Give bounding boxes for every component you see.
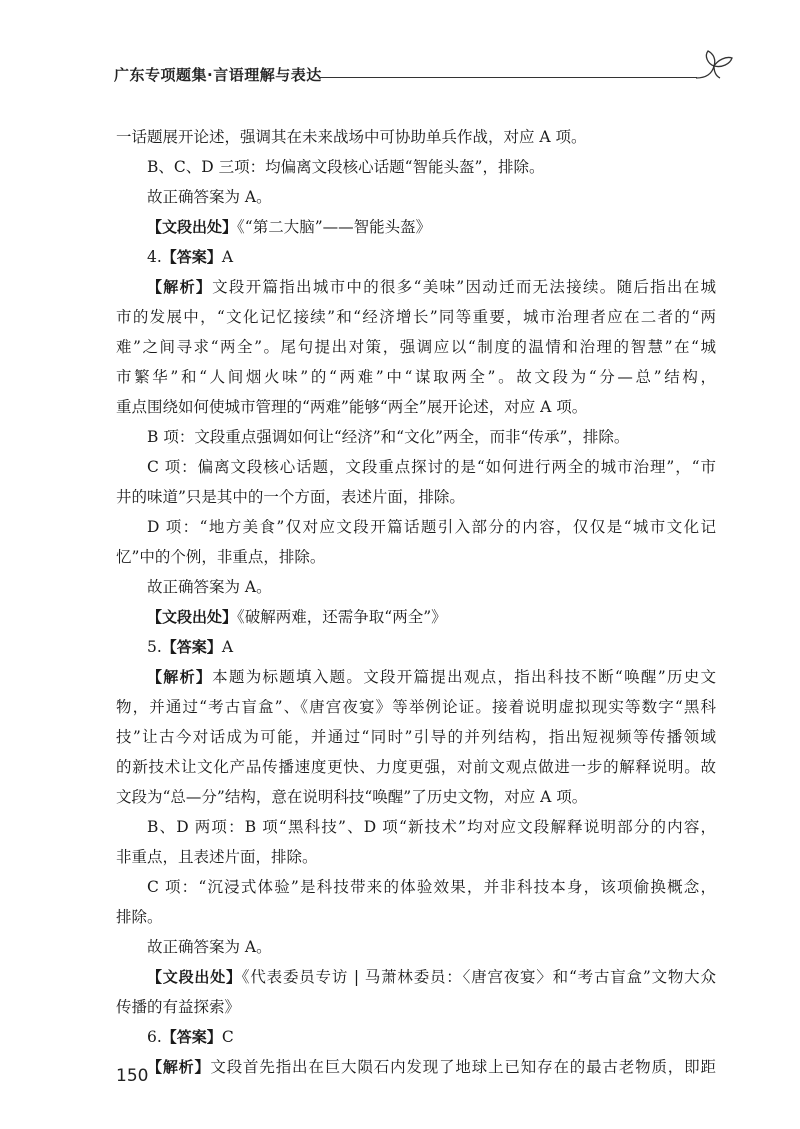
section-tag: 【文段出处】	[147, 968, 242, 986]
text-run: 重点围绕如何使城市管理的“两难”能够“两全”展开论述，对应 A 项。	[116, 398, 588, 416]
page-number: 150	[116, 1066, 149, 1086]
text-run: 6.	[147, 1028, 162, 1046]
text-line	[116, 422, 716, 452]
text-line	[116, 332, 716, 362]
text-line	[116, 452, 716, 482]
text-run: 的新技术让文化产品传播速度更快、力度更强，对前文观点做进一步的解释说明。故	[116, 758, 716, 776]
text-run: 故正确答案为 A。	[147, 578, 272, 596]
running-header	[114, 62, 734, 88]
text-line	[116, 902, 716, 932]
text-run: 文段开篇指出城市中的很多“美味”因动迁而无法接续。随后指出在城	[212, 278, 716, 296]
text-line	[116, 692, 716, 722]
text-run: 一话题展开论述，强调其在未来战场中可协助单兵作战，对应 A 项。	[116, 128, 587, 146]
text-line	[116, 152, 716, 182]
text-run: 《破解两难，还需争取“两全”》	[237, 608, 447, 626]
text-run: 5.	[147, 638, 162, 656]
text-line	[116, 932, 716, 962]
section-tag: 【解析】	[147, 278, 213, 296]
text-run: A	[221, 248, 234, 266]
text-run: B、D 两项：B 项“黑科技”、D 项“新技术”均对应文段解释说明部分的内容，	[147, 818, 716, 836]
text-line	[116, 602, 716, 632]
text-run: B、C、D 三项：均偏离文段核心话题“智能头盔”，排除。	[147, 158, 545, 176]
text-line	[116, 1022, 716, 1052]
text-run: 技”让古今对话成为可能，并通过“同时”引导的并列结构，指出短视频等传播领域	[116, 728, 716, 746]
text-run: 传播的有益探索》	[116, 998, 241, 1016]
text-line	[116, 362, 716, 392]
text-run: 文段为“总—分”结构，意在说明科技“唤醒”了历史文物，对应 A 项。	[116, 788, 588, 806]
text-run: 本题为标题填入题。文段开篇提出观点，指出科技不断“唤醒”历史文	[212, 668, 716, 686]
text-line	[116, 632, 716, 662]
section-tag: 【文段出处】	[147, 608, 238, 626]
text-line	[116, 872, 716, 902]
header-divider	[319, 77, 697, 78]
text-line	[116, 302, 716, 332]
section-tag: 【答案】	[161, 1028, 222, 1046]
text-line	[116, 572, 716, 602]
text-run: 井的味道”只是其中的一个方面，表述片面，排除。	[116, 488, 465, 506]
text-line	[116, 392, 716, 422]
text-run: A	[221, 638, 234, 656]
answer-explanation-text	[116, 122, 716, 1082]
text-run: C 项：偏离文段核心话题，文段重点探讨的是“如何进行两全的城市治理”，“市	[147, 458, 716, 476]
section-tag: 【答案】	[161, 638, 222, 656]
text-line	[116, 812, 716, 842]
text-run: 非重点，且表述片面，排除。	[116, 848, 318, 866]
text-line	[116, 272, 716, 302]
section-tag: 【文段出处】	[147, 218, 238, 236]
text-line	[116, 542, 716, 572]
text-line	[116, 782, 716, 812]
text-run: 市繁华”和“人间烟火味”的“两难”中“谋取两全”。故文段为“分—总”结构，	[116, 368, 716, 386]
text-line	[116, 662, 716, 692]
text-run: 物，并通过“考古盲盒”、《唐宫夜宴》等举例论证。接着说明虚拟现实等数字“黑科	[116, 698, 716, 716]
text-run: 市的发展中，“文化记忆接续”和“经济增长”同等重要，城市治理者应在二者的“两	[116, 308, 716, 326]
text-run: 文段首先指出在巨大陨石内发现了地球上已知存在的最古老物质，即距	[210, 1058, 716, 1076]
text-line	[116, 512, 716, 542]
text-line	[116, 212, 716, 242]
sprout-icon	[692, 48, 736, 82]
text-line	[116, 842, 716, 872]
text-run: 排除。	[116, 908, 163, 926]
text-run: 《代表委员专访 | 马萧林委员：〈唐宫夜宴〉和“考古盲盒”文物大众	[241, 968, 716, 986]
text-run: 故正确答案为 A。	[147, 938, 272, 956]
text-run: B 项：文段重点强调如何让“经济”和“文化”两全，而非“传承”，排除。	[147, 428, 630, 446]
text-line	[116, 122, 716, 152]
text-run: D 项：“地方美食”仅对应文段开篇话题引入部分的内容，仅仅是“城市文化记	[147, 518, 716, 536]
section-tag: 【解析】	[147, 668, 213, 686]
text-line	[116, 1052, 716, 1082]
text-run: 《“第二大脑”——智能头盔》	[237, 218, 432, 236]
text-run: 4.	[147, 248, 162, 266]
text-line	[116, 722, 716, 752]
text-run: C	[221, 1028, 234, 1046]
text-run: 难”之间寻求“两全”。尾句提出对策，强调应以“制度的温情和治理的智慧”在“城	[116, 338, 716, 356]
text-line	[116, 482, 716, 512]
text-run: C 项：“沉浸式体验”是科技带来的体验效果，并非科技本身，该项偷换概念，	[147, 878, 716, 896]
text-line	[116, 182, 716, 212]
text-line	[116, 962, 716, 992]
text-line	[116, 992, 716, 1022]
text-run: 忆”中的个例，非重点，排除。	[116, 548, 326, 566]
section-tag: 【答案】	[161, 248, 222, 266]
text-run: 故正确答案为 A。	[147, 188, 272, 206]
header-title: 广东专项题集·言语理解与表达	[114, 66, 322, 84]
text-line	[116, 752, 716, 782]
section-tag: 【解析】	[147, 1058, 211, 1076]
text-line	[116, 242, 716, 272]
